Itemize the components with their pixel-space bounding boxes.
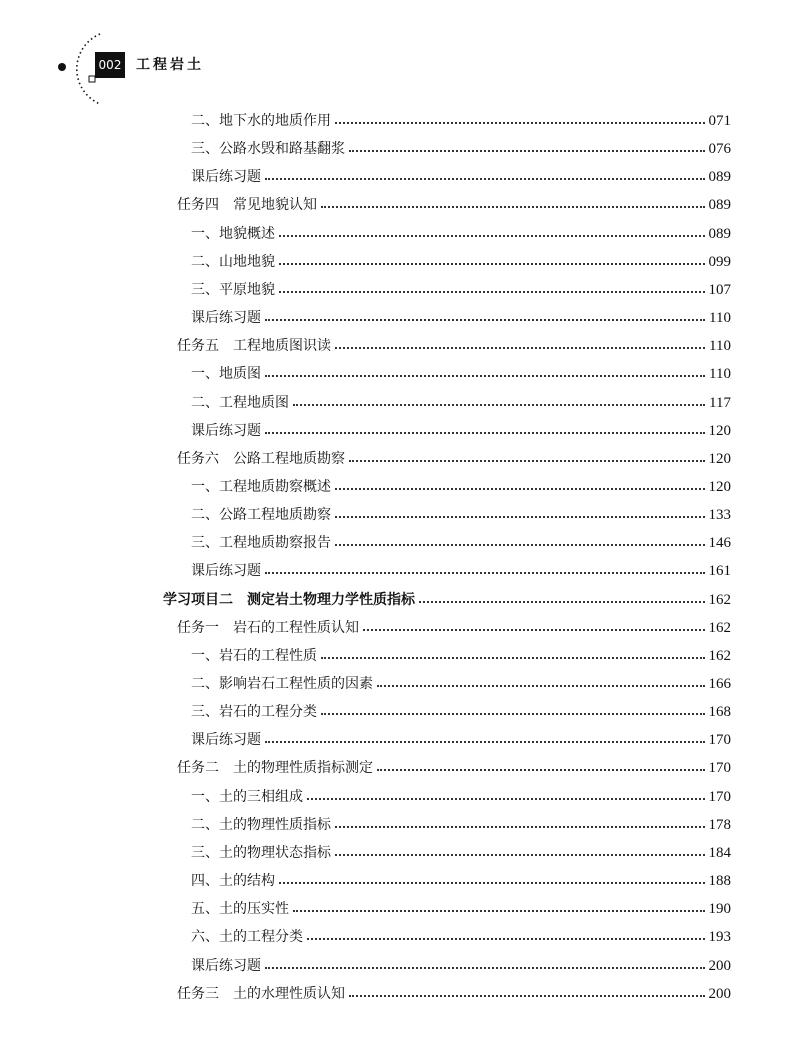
toc-entry-section[interactable] xyxy=(191,726,731,754)
toc-entry-label: 二、土的物理性质指标 xyxy=(191,817,331,833)
toc-entry-label: 四、土的结构 xyxy=(191,873,275,889)
dot-leader xyxy=(279,235,705,237)
dot-leader xyxy=(279,291,705,293)
toc-entry-section[interactable] xyxy=(191,417,731,445)
toc-entry-section[interactable] xyxy=(191,360,731,388)
dot-leader xyxy=(335,347,705,349)
toc-entry-page: 162 xyxy=(708,620,731,636)
toc-entry-task[interactable] xyxy=(177,614,731,642)
dot-leader xyxy=(307,938,705,940)
toc-entry-label: 学习项目二 测定岩土物理力学性质指标 xyxy=(163,592,415,608)
toc-entry-label: 任务一 岩石的工程性质认知 xyxy=(177,620,359,636)
toc-entry-section[interactable] xyxy=(191,839,731,867)
toc-entry-label: 课后练习题 xyxy=(191,310,261,326)
dot-leader xyxy=(335,544,705,546)
toc-entry-label: 二、山地地貌 xyxy=(191,254,275,270)
dot-leader xyxy=(265,572,705,574)
toc-entry-section[interactable] xyxy=(191,529,731,557)
toc-entry-section[interactable] xyxy=(191,501,731,529)
dot-leader xyxy=(279,882,705,884)
dot-leader xyxy=(279,263,705,265)
toc-entry-label: 五、土的压实性 xyxy=(191,901,289,917)
toc-entry-page: 089 xyxy=(708,226,731,242)
dot-leader xyxy=(363,629,705,631)
toc-entry-page: 110 xyxy=(709,366,731,382)
dot-leader xyxy=(293,404,705,406)
toc-entry-page: 146 xyxy=(708,535,731,551)
toc-entry-page: 117 xyxy=(709,395,731,411)
dot-leader xyxy=(321,657,705,659)
dot-leader xyxy=(335,488,705,490)
toc-entry-section[interactable] xyxy=(191,389,731,417)
toc-entry-page: 170 xyxy=(708,789,731,805)
toc-entry-task[interactable] xyxy=(177,332,731,360)
toc-entry-section[interactable] xyxy=(191,867,731,895)
dot-leader xyxy=(265,967,705,969)
toc-entry-label: 一、地质图 xyxy=(191,366,261,382)
toc-entry-label: 课后练习题 xyxy=(191,958,261,974)
toc-entry-page: 120 xyxy=(708,479,731,495)
toc-entry-page: 178 xyxy=(708,817,731,833)
toc-entry-section[interactable] xyxy=(191,670,731,698)
toc-entry-page: 184 xyxy=(708,845,731,861)
toc-entry-label: 任务六 公路工程地质勘察 xyxy=(177,451,345,467)
page-header xyxy=(0,0,790,110)
toc-entry-page: 168 xyxy=(708,704,731,720)
toc-entry-page: 162 xyxy=(708,648,731,664)
toc-entry-section[interactable] xyxy=(191,783,731,811)
dot-leader xyxy=(377,685,705,687)
toc-entry-section[interactable] xyxy=(191,952,731,980)
toc-entry-section[interactable] xyxy=(191,895,731,923)
dot-leader xyxy=(265,375,705,377)
dot-leader xyxy=(335,826,705,828)
toc-entry-page: 089 xyxy=(708,169,731,185)
toc-entry-page: 170 xyxy=(708,760,731,776)
toc-entry-label: 六、土的工程分类 xyxy=(191,929,303,945)
toc-entry-label: 三、土的物理状态指标 xyxy=(191,845,331,861)
toc-entry-section[interactable] xyxy=(191,135,731,163)
toc-entry-section[interactable] xyxy=(191,220,731,248)
toc-entry-section[interactable] xyxy=(191,276,731,304)
toc-entry-section[interactable] xyxy=(191,557,731,585)
dot-leader xyxy=(265,741,705,743)
page-number: 002 xyxy=(95,52,125,78)
toc-entry-page: 120 xyxy=(708,451,731,467)
toc-entry-page: 166 xyxy=(708,676,731,692)
dot-leader xyxy=(321,713,705,715)
dot-leader xyxy=(349,460,705,462)
toc-entry-page: 099 xyxy=(708,254,731,270)
dot-leader xyxy=(307,798,705,800)
toc-entry-page: 076 xyxy=(708,141,731,157)
toc-entry-page: 162 xyxy=(708,592,731,608)
toc-entry-task[interactable] xyxy=(177,445,731,473)
toc-entry-page: 200 xyxy=(708,958,731,974)
toc-entry-section[interactable] xyxy=(191,698,731,726)
toc-entry-section[interactable] xyxy=(191,923,731,951)
toc-entry-page: 089 xyxy=(708,197,731,213)
dot-leader xyxy=(265,432,705,434)
toc-entry-page: 190 xyxy=(708,901,731,917)
dot-leader xyxy=(419,601,705,603)
toc-entry-page: 200 xyxy=(708,986,731,1002)
toc-entry-label: 课后练习题 xyxy=(191,423,261,439)
toc-entry-page: 193 xyxy=(708,929,731,945)
toc-entry-task[interactable] xyxy=(177,980,731,1008)
toc-entry-label: 课后练习题 xyxy=(191,563,261,579)
toc-entry-label: 三、工程地质勘察报告 xyxy=(191,535,331,551)
toc-entry-label: 三、岩石的工程分类 xyxy=(191,704,317,720)
dot-leader xyxy=(265,319,705,321)
toc-entry-label: 一、地貌概述 xyxy=(191,226,275,242)
toc-entry-task[interactable] xyxy=(177,754,731,782)
toc-entry-page: 188 xyxy=(708,873,731,889)
toc-entry-label: 三、平原地貌 xyxy=(191,282,275,298)
toc-entry-label: 任务五 工程地质图识读 xyxy=(177,338,331,354)
book-title: 工程岩土 xyxy=(136,57,204,73)
toc-entry-label: 二、公路工程地质勘察 xyxy=(191,507,331,523)
toc-entry-label: 任务三 土的水理性质认知 xyxy=(177,986,345,1002)
toc-entry-section[interactable] xyxy=(191,811,731,839)
dot-leader xyxy=(335,516,705,518)
dot-leader xyxy=(335,122,705,124)
toc-entry-section[interactable] xyxy=(191,642,731,670)
toc-entry-page: 071 xyxy=(708,113,731,129)
toc-entry-section[interactable] xyxy=(191,107,731,135)
toc-entry-page: 161 xyxy=(708,563,731,579)
toc-entry-page: 133 xyxy=(708,507,731,523)
toc-entry-page: 120 xyxy=(708,423,731,439)
toc-entry-label: 任务二 土的物理性质指标测定 xyxy=(177,760,373,776)
toc-entry-label: 一、工程地质勘察概述 xyxy=(191,479,331,495)
toc-entry-task[interactable] xyxy=(177,191,731,219)
toc-entry-label: 三、公路水毁和路基翻浆 xyxy=(191,141,345,157)
toc-entry-section[interactable] xyxy=(191,163,731,191)
dot-leader xyxy=(321,206,705,208)
toc-entry-page: 110 xyxy=(709,310,731,326)
toc-entry-section[interactable] xyxy=(191,304,731,332)
dot-leader xyxy=(349,150,705,152)
toc-entry-label: 二、工程地质图 xyxy=(191,395,289,411)
dot-leader xyxy=(335,854,705,856)
toc-entry-label: 一、土的三相组成 xyxy=(191,789,303,805)
dot-leader xyxy=(293,910,705,912)
toc-entry-label: 任务四 常见地貌认知 xyxy=(177,197,317,213)
toc-entry-label: 一、岩石的工程性质 xyxy=(191,648,317,664)
toc-entry-label: 二、地下水的地质作用 xyxy=(191,113,331,129)
toc-entry-section[interactable] xyxy=(191,473,731,501)
toc-entry-label: 二、影响岩石工程性质的因素 xyxy=(191,676,373,692)
toc-entry-page: 170 xyxy=(708,732,731,748)
toc-entry-label: 课后练习题 xyxy=(191,732,261,748)
toc-entry-section[interactable] xyxy=(191,248,731,276)
dot-leader xyxy=(377,769,705,771)
toc-entry-project[interactable] xyxy=(163,586,731,614)
dot-leader xyxy=(265,178,705,180)
toc-entry-label: 课后练习题 xyxy=(191,169,261,185)
dot-leader xyxy=(349,995,705,997)
toc-entry-page: 110 xyxy=(709,338,731,354)
toc-entry-page: 107 xyxy=(708,282,731,298)
